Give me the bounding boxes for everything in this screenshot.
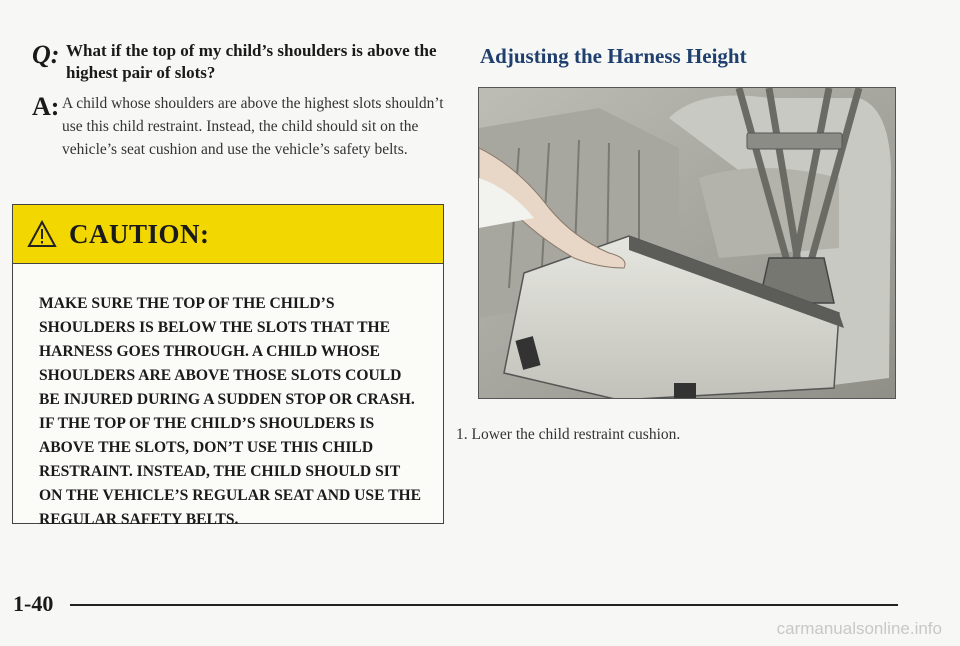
answer-block	[32, 92, 452, 161]
caution-title: CAUTION:	[69, 218, 210, 249]
child-seat-photo	[478, 87, 896, 399]
footer-rule	[70, 604, 898, 606]
child-seat-illustration	[479, 88, 896, 399]
caution-box	[12, 204, 444, 528]
caution-header	[13, 205, 443, 264]
answer-text: A child whose shoulders are above the highest slots shouldn’t use this child restraint. Instead, the child should sit on the vehicle’s seat cushion and use the vehicle’s safety belts.	[62, 95, 444, 158]
watermark: carmanualsonline.info	[776, 619, 942, 638]
warning-triangle-icon	[27, 220, 57, 248]
question-block	[32, 40, 452, 84]
section-heading: Adjusting the Harness Height	[480, 44, 747, 68]
answer-mark: A:	[32, 92, 60, 121]
step-caption: 1. Lower the child restraint cushion.	[456, 426, 681, 443]
question-mark: Q:	[32, 40, 60, 69]
page-number: 1-40	[13, 591, 54, 616]
question-text: What if the top of my child’s shoulders is above the highest pair of slots?	[66, 41, 437, 82]
caution-text: MAKE SURE THE TOP OF THE CHILD’S SHOULDERS IS BELOW THE SLOTS THAT THE HARNESS GOES THROUGH. A CHILD WHOSE SHOULDERS ARE ABOVE THOSE SLOTS COULD BE INJURED DURING A SUDDEN STOP OR CRASH. IF THE TOP OF THE CHILD’S SHOULDERS IS ABOVE THE SLOTS, DON’T USE THIS CHILD RESTRAINT. INSTEAD, THE CHILD SHOULD SIT ON THE VEHICLE’S REGULAR SEAT AND USE THE REGULAR SAFETY BELTS.	[39, 295, 422, 528]
